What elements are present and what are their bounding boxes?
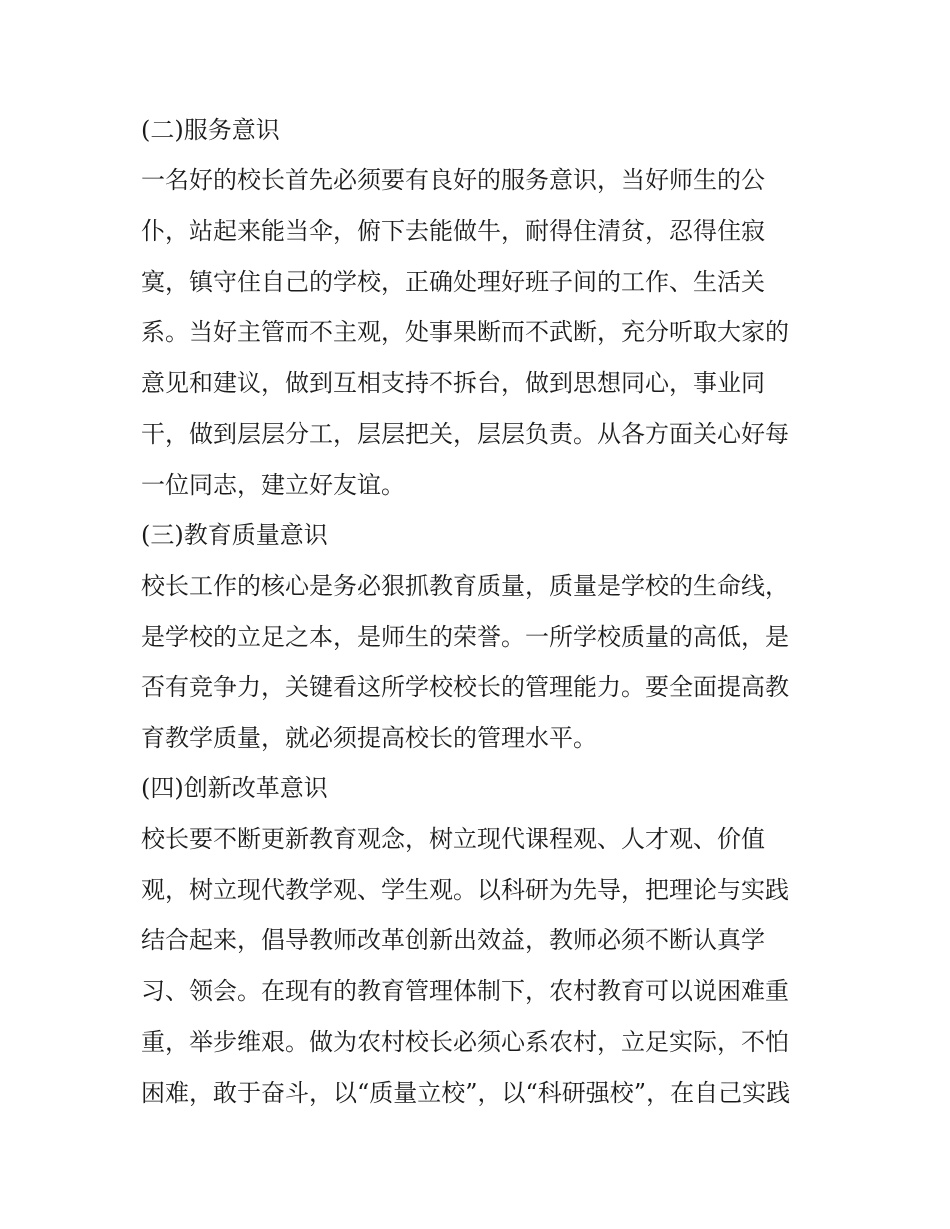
paragraph-line: 育教学质量，就必须提高校长的管理水平。 [141,724,597,752]
heading-innovation-reform: (四)创新改革意识 [141,774,328,802]
paragraph-line: 是学校的立足之本，是师生的荣誉。一所学校质量的高低，是 [141,623,789,651]
paragraph-line: 意见和建议，做到互相支持不拆台，做到思想同心，事业同 [141,369,765,397]
paragraph-line: 困难，敢于奋斗，以“质量立校”，以“科研强校”，在自己实践 [141,1079,791,1107]
paragraph-line: 观，树立现代教学观、学生观。以科研为先导，把理论与实践 [141,876,789,904]
heading-service-awareness: (二)服务意识 [141,116,280,144]
paragraph-line: 一位同志，建立好友谊。 [141,471,405,499]
paragraph-line: 仆，站起来能当伞，俯下去能做牛，耐得住清贫，忍得住寂 [141,217,765,245]
paragraph-line: 一名好的校长首先必须要有良好的服务意识，当好师生的公 [141,166,765,194]
heading-education-quality: (三)教育质量意识 [141,521,328,549]
paragraph-line: 干，做到层层分工，层层把关，层层负责。从各方面关心好每 [141,420,789,448]
paragraph-line: 否有竞争力，关键看这所学校校长的管理能力。要全面提高教 [141,673,789,701]
paragraph-line: 习、领会。在现有的教育管理体制下，农村教育可以说困难重 [141,977,789,1005]
paragraph-line: 结合起来，倡导教师改革创新出效益，教师必须不断认真学 [141,926,765,954]
paragraph-line: 寞，镇守住自己的学校，正确处理好班子间的工作、生活关 [141,268,765,296]
paragraph-line: 校长工作的核心是务必狠抓教育质量，质量是学校的生命线， [141,572,789,600]
paragraph-line: 重，举步维艰。做为农村校长必须心系农村，立足实际，不怕 [141,1028,789,1056]
paragraph-line: 校长要不断更新教育观念，树立现代课程观、人才观、价值 [141,825,765,853]
paragraph-line: 系。当好主管而不主观，处事果断而不武断，充分听取大家的 [141,318,789,346]
